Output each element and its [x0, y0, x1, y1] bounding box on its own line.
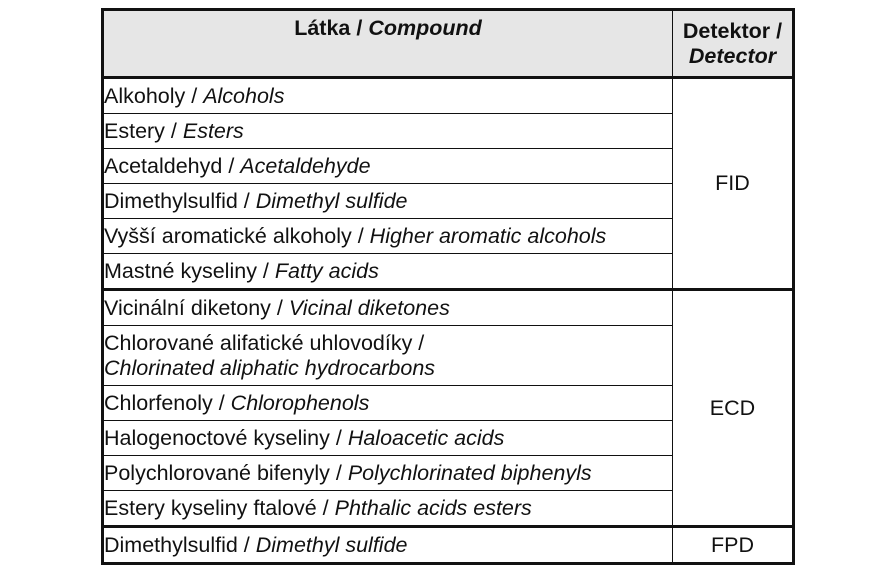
compound-en: Polychlorinated biphenyls: [347, 460, 592, 485]
header-compound-cz: Látka: [294, 16, 351, 40]
compound-cell: [103, 219, 673, 254]
compound-cell: [103, 386, 673, 421]
compound-en: Dimethyl sulfide: [255, 188, 408, 213]
compound-en: Haloacetic acids: [347, 425, 505, 450]
header-detector-en: Detector: [688, 43, 777, 68]
compound-en: Chlorophenols: [230, 390, 370, 415]
compound-separator: /: [351, 223, 370, 248]
header-compound: [103, 10, 673, 78]
header-compound-en: Compound: [368, 16, 482, 40]
compound-en: Dimethyl sulfide: [255, 532, 408, 557]
compound-cz: Halogenoctové kyseliny: [104, 425, 330, 450]
compound-cz: Mastné kyseliny: [104, 258, 257, 283]
compound-en: Fatty acids: [274, 258, 379, 283]
compound-cell: [103, 290, 673, 326]
compound-separator: /: [316, 495, 335, 520]
compound-cell: [103, 78, 673, 114]
compound-cell: [103, 456, 673, 491]
compound-cell: [103, 326, 673, 386]
compound-separator: /: [164, 118, 183, 143]
compound-detector-table: [101, 8, 795, 565]
compound-cell: [103, 421, 673, 456]
compound-separator: /: [212, 390, 231, 415]
table-row: [103, 527, 794, 564]
compound-cell: [103, 527, 673, 564]
compound-separator: /: [237, 532, 256, 557]
header-row: [103, 10, 794, 78]
compound-separator: /: [270, 295, 289, 320]
compound-separator: /: [329, 460, 348, 485]
compound-separator: /: [256, 258, 275, 283]
compound-en: Phthalic acids esters: [334, 495, 532, 520]
compound-separator: /: [222, 153, 241, 178]
compound-en: Chlorinated aliphatic hydrocarbons: [104, 355, 436, 380]
compound-cell: [103, 254, 673, 290]
compound-cell: [103, 149, 673, 184]
compound-cell: [103, 184, 673, 219]
compound-cell: [103, 114, 673, 149]
compound-cz: Dimethylsulfid: [104, 188, 238, 213]
compound-en: Esters: [182, 118, 244, 143]
header-detector-cz: Detektor /: [682, 18, 783, 43]
detector-cell-ecd: ECD: [673, 290, 794, 527]
compound-en: Vicinal diketones: [288, 295, 450, 320]
compound-cell: [103, 491, 673, 527]
compound-cz: Dimethylsulfid: [104, 532, 238, 557]
compound-cz: Estery kyseliny ftalové: [104, 495, 317, 520]
header-compound-separator: /: [350, 16, 369, 40]
table-row: [103, 78, 794, 114]
detector-cell-fid: FID: [673, 78, 794, 290]
compound-cz: Estery: [104, 118, 165, 143]
header-detector: [673, 10, 794, 78]
compound-cz: Polychlorované bifenyly: [104, 460, 330, 485]
compound-cz: Vyšší aromatické alkoholy: [104, 223, 352, 248]
compound-en: Higher aromatic alcohols: [369, 223, 607, 248]
compound-cz: Chlorované alifatické uhlovodíky /: [104, 330, 425, 355]
table-row: [103, 290, 794, 326]
compound-cz: Chlorfenoly: [104, 390, 213, 415]
compound-en: Acetaldehyde: [240, 153, 371, 178]
compound-separator: /: [185, 83, 204, 108]
compound-cz: Alkoholy: [104, 83, 186, 108]
compound-en: Alcohols: [203, 83, 285, 108]
compound-separator: /: [329, 425, 348, 450]
detector-cell-fpd: FPD: [673, 527, 794, 564]
compound-cz: Acetaldehyd: [104, 153, 223, 178]
compound-cz: Vicinální diketony: [104, 295, 271, 320]
compound-separator: /: [237, 188, 256, 213]
